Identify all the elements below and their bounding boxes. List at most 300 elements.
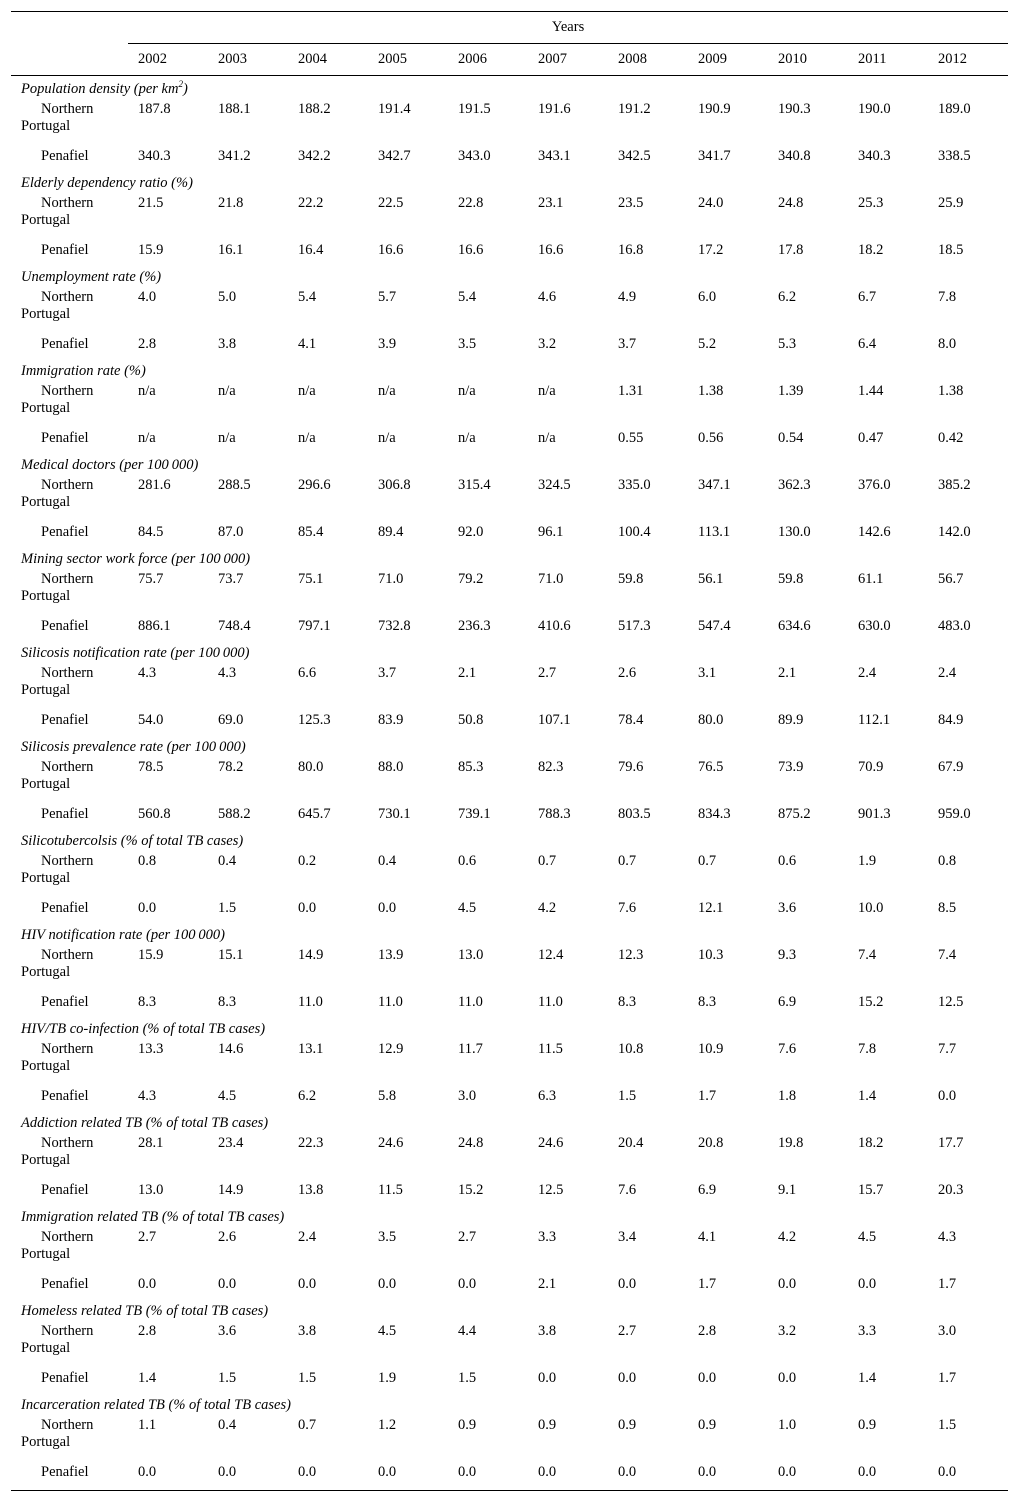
table-cell: n/a xyxy=(138,430,156,446)
section-row xyxy=(11,1298,1008,1320)
table-cell: 5.7 xyxy=(378,289,397,305)
table-cell: 22.2 xyxy=(298,195,324,211)
table-row-penafiel xyxy=(11,1273,1008,1298)
section-title xyxy=(11,1298,1008,1320)
table-cell: 2.4 xyxy=(298,1229,317,1245)
table-cell: 4.2 xyxy=(538,900,557,916)
table-cell: 4.9 xyxy=(618,289,637,305)
table-row-northern-portugal xyxy=(11,1226,1008,1273)
table-cell: 2.6 xyxy=(218,1229,237,1245)
table-cell: 4.5 xyxy=(218,1088,237,1104)
table-cell: 3.6 xyxy=(218,1323,237,1339)
table-row-northern-portugal xyxy=(11,380,1008,427)
table-cell: 25.3 xyxy=(858,195,884,211)
table-cell: 0.0 xyxy=(688,1461,768,1491)
table-cell: 0.0 xyxy=(128,1461,208,1491)
table-cell: 11.0 xyxy=(538,994,563,1010)
table-cell: 12.9 xyxy=(378,1041,404,1057)
table-cell: 69.0 xyxy=(218,712,244,728)
table-cell: 17.8 xyxy=(778,242,804,258)
table-cell: 2.8 xyxy=(698,1323,717,1339)
table-row-northern-portugal xyxy=(11,98,1008,145)
table-cell: 59.8 xyxy=(618,571,644,587)
table-cell: 73.7 xyxy=(218,571,244,587)
table-row-penafiel xyxy=(11,239,1008,264)
table-cell: 3.9 xyxy=(378,336,397,352)
table-cell: 112.1 xyxy=(858,712,891,728)
section-title-text: Homeless related TB (% of total TB cases) xyxy=(21,1303,269,1319)
table-cell: 341.2 xyxy=(218,148,251,164)
table-cell: 1.5 xyxy=(458,1370,477,1386)
row-label-northern-portugal xyxy=(11,568,128,615)
table-cell: 517.3 xyxy=(618,618,651,634)
table-cell: 5.4 xyxy=(298,289,317,305)
row-label-northern-portugal xyxy=(11,474,128,521)
table-cell: 7.4 xyxy=(858,947,877,963)
table-cell: 142.0 xyxy=(938,524,971,540)
row-label-penafiel: Penafiel xyxy=(41,618,89,634)
table-cell: 10.3 xyxy=(698,947,724,963)
table-cell: 1.5 xyxy=(298,1370,317,1386)
table-cell: 1.9 xyxy=(858,853,877,869)
table-cell: 875.2 xyxy=(778,806,811,822)
row-label-penafiel: Penafiel xyxy=(41,1182,89,1198)
table-cell: 0.0 xyxy=(778,1276,797,1292)
row-label-penafiel: Penafiel xyxy=(41,430,89,446)
table-cell: 0.4 xyxy=(218,853,237,869)
row-label-line1: Northern xyxy=(41,1041,94,1057)
row-label-northern-portugal xyxy=(11,756,128,803)
table-cell: 17.7 xyxy=(938,1135,964,1151)
year-header-2004: 2004 xyxy=(288,44,368,76)
table-cell: 70.9 xyxy=(858,759,884,775)
table-cell: 71.0 xyxy=(538,571,564,587)
table-cell: 4.1 xyxy=(698,1229,717,1245)
table-cell: 2.1 xyxy=(778,665,797,681)
table-cell: 3.0 xyxy=(938,1323,957,1339)
section-row xyxy=(11,76,1008,99)
table-cell: 191.4 xyxy=(378,101,411,117)
table-cell: 0.0 xyxy=(858,1276,877,1292)
table-cell: 886.1 xyxy=(138,618,171,634)
table-cell: 10.0 xyxy=(858,900,884,916)
table-cell: 12.4 xyxy=(538,947,564,963)
row-label-line1: Northern xyxy=(41,1417,94,1433)
table-cell: 340.3 xyxy=(138,148,171,164)
table-cell: 125.3 xyxy=(298,712,331,728)
table-row-northern-portugal xyxy=(11,192,1008,239)
table-cell: 6.9 xyxy=(698,1182,717,1198)
table-cell: 4.4 xyxy=(458,1323,477,1339)
table-cell: 14.9 xyxy=(218,1182,244,1198)
section-title-text: Elderly dependency ratio (%) xyxy=(21,175,193,191)
table-cell: 0.9 xyxy=(698,1417,717,1433)
section-title xyxy=(11,76,1008,99)
year-header-2006: 2006 xyxy=(448,44,528,76)
table-cell: 1.4 xyxy=(858,1370,877,1386)
section-title-text: Population density (per km xyxy=(21,81,179,97)
table-cell: 342.2 xyxy=(298,148,331,164)
section-title-text: Addiction related TB (% of total TB cases) xyxy=(21,1115,269,1131)
table-cell: 20.8 xyxy=(698,1135,724,1151)
table-cell: 0.0 xyxy=(298,900,317,916)
row-label-line2: Portugal xyxy=(21,400,71,416)
table-cell: 15.9 xyxy=(138,947,164,963)
table-cell: 1.2 xyxy=(378,1417,397,1433)
table-cell: 0.8 xyxy=(138,853,157,869)
table-cell: 0.6 xyxy=(778,853,797,869)
table-cell: 3.3 xyxy=(858,1323,877,1339)
section-title-text: Mining sector work force (per 100 000) xyxy=(21,551,251,567)
table-cell: 0.6 xyxy=(458,853,477,869)
table-cell: 79.2 xyxy=(458,571,484,587)
table-cell: 78.2 xyxy=(218,759,244,775)
table-cell: 2.8 xyxy=(138,1323,157,1339)
table-cell: 1.5 xyxy=(618,1088,637,1104)
table-cell: 645.7 xyxy=(298,806,331,822)
row-label-line2: Portugal xyxy=(21,964,71,980)
row-label-northern-portugal xyxy=(11,850,128,897)
table-cell: 13.9 xyxy=(378,947,404,963)
table-cell: 1.4 xyxy=(858,1088,877,1104)
section-title xyxy=(11,264,1008,286)
table-cell: 190.9 xyxy=(698,101,731,117)
table-cell: 3.6 xyxy=(778,900,797,916)
row-label-northern-portugal xyxy=(11,286,128,333)
table-cell: 324.5 xyxy=(538,477,571,493)
table-cell: 3.5 xyxy=(458,336,477,352)
row-label-penafiel: Penafiel xyxy=(41,524,89,540)
table-cell: 3.8 xyxy=(218,336,237,352)
row-label-line1: Northern xyxy=(41,477,94,493)
table-cell: 13.0 xyxy=(138,1182,164,1198)
year-header-2010: 2010 xyxy=(768,44,848,76)
table-cell: 739.1 xyxy=(458,806,491,822)
table-cell: 16.4 xyxy=(298,242,324,258)
table-cell: 75.7 xyxy=(138,571,164,587)
table-cell: 0.0 xyxy=(938,1088,957,1104)
section-title-suffix: ) xyxy=(182,81,188,97)
table-cell: 113.1 xyxy=(698,524,731,540)
table-row-northern-portugal xyxy=(11,1320,1008,1367)
table-row-northern-portugal xyxy=(11,1414,1008,1461)
table-cell: 4.5 xyxy=(858,1229,877,1245)
table-cell: 0.0 xyxy=(458,1276,477,1292)
table-row-northern-portugal xyxy=(11,1038,1008,1085)
table-cell: 6.2 xyxy=(298,1088,317,1104)
table-cell: 8.3 xyxy=(218,994,237,1010)
row-label-line1: Northern xyxy=(41,383,94,399)
section-title-text: Immigration related TB (% of total TB cases) xyxy=(21,1209,285,1225)
table-cell: 0.9 xyxy=(458,1417,477,1433)
table-cell: 6.7 xyxy=(858,289,877,305)
table-cell: 7.6 xyxy=(778,1041,797,1057)
table-cell: 6.9 xyxy=(778,994,797,1010)
row-label-line2: Portugal xyxy=(21,212,71,228)
table-cell: 87.0 xyxy=(218,524,244,540)
table-row-northern-portugal xyxy=(11,474,1008,521)
table-cell: 901.3 xyxy=(858,806,891,822)
section-title xyxy=(11,546,1008,568)
table-row-penafiel xyxy=(11,521,1008,546)
table-cell: 2.1 xyxy=(538,1276,557,1292)
table-cell: 3.2 xyxy=(538,336,557,352)
table-cell: 1.8 xyxy=(778,1088,797,1104)
table-row-northern-portugal xyxy=(11,568,1008,615)
section-row xyxy=(11,452,1008,474)
table-cell: 3.1 xyxy=(698,665,717,681)
row-label-line2: Portugal xyxy=(21,494,71,510)
table-cell: 1.5 xyxy=(218,1370,237,1386)
table-cell: 107.1 xyxy=(538,712,571,728)
table-cell: 4.0 xyxy=(138,289,157,305)
table-cell: 187.8 xyxy=(138,101,171,117)
table-cell: 730.1 xyxy=(378,806,411,822)
year-header-2009: 2009 xyxy=(688,44,768,76)
table-cell: 0.2 xyxy=(298,853,317,869)
table-cell: 2.6 xyxy=(618,665,637,681)
table-cell: 18.2 xyxy=(858,242,884,258)
table-cell: 0.0 xyxy=(538,1370,557,1386)
years-label: Years xyxy=(128,12,1008,44)
table-cell: 92.0 xyxy=(458,524,484,540)
row-label-line2: Portugal xyxy=(21,870,71,886)
table-cell: 15.1 xyxy=(218,947,244,963)
row-label-line2: Portugal xyxy=(21,118,71,134)
row-label-line2: Portugal xyxy=(21,588,71,604)
table-cell: 75.1 xyxy=(298,571,324,587)
table-cell: 16.6 xyxy=(538,242,564,258)
table-cell: 5.2 xyxy=(698,336,717,352)
table-row-penafiel xyxy=(11,1367,1008,1392)
table-cell: 1.5 xyxy=(218,900,237,916)
table-row-penafiel xyxy=(11,1085,1008,1110)
table-cell: 17.2 xyxy=(698,242,724,258)
table-cell: 0.0 xyxy=(608,1461,688,1491)
table-cell: 6.3 xyxy=(538,1088,557,1104)
table-cell: 2.4 xyxy=(858,665,877,681)
row-label-line2: Portugal xyxy=(21,1340,71,1356)
table-cell: 22.5 xyxy=(378,195,404,211)
table-cell: 8.3 xyxy=(138,994,157,1010)
table-cell: 0.7 xyxy=(538,853,557,869)
table-cell: 16.6 xyxy=(458,242,484,258)
table-cell: 6.4 xyxy=(858,336,877,352)
table-cell: 0.56 xyxy=(698,430,724,446)
table-cell: 13.0 xyxy=(458,947,484,963)
table-cell: 24.8 xyxy=(458,1135,484,1151)
table-cell: 343.1 xyxy=(538,148,571,164)
table-cell: n/a xyxy=(298,383,316,399)
row-label-penafiel: Penafiel xyxy=(41,242,89,258)
table-row-penafiel xyxy=(11,1461,1008,1491)
table-cell: 959.0 xyxy=(938,806,971,822)
table-cell: 21.5 xyxy=(138,195,164,211)
table-row-northern-portugal xyxy=(11,1132,1008,1179)
table-cell: 4.1 xyxy=(298,336,317,352)
table-cell: 1.7 xyxy=(698,1088,717,1104)
table-cell: 82.3 xyxy=(538,759,564,775)
section-title xyxy=(11,734,1008,756)
table-cell: 11.0 xyxy=(378,994,403,1010)
table-cell: 0.9 xyxy=(618,1417,637,1433)
table-cell: 8.5 xyxy=(938,900,957,916)
table-row-penafiel xyxy=(11,803,1008,828)
section-title xyxy=(11,1204,1008,1226)
table-cell: 11.5 xyxy=(538,1041,563,1057)
table-row-northern-portugal xyxy=(11,662,1008,709)
table-cell: 0.0 xyxy=(288,1461,368,1491)
table-cell: 4.3 xyxy=(138,1088,157,1104)
table-cell: n/a xyxy=(538,430,556,446)
table-cell: n/a xyxy=(298,430,316,446)
row-label-penafiel: Penafiel xyxy=(11,1461,128,1491)
table-cell: 338.5 xyxy=(938,148,971,164)
table-cell: 3.7 xyxy=(618,336,637,352)
row-label-line2: Portugal xyxy=(21,1058,71,1074)
section-row xyxy=(11,734,1008,756)
table-cell: 1.7 xyxy=(698,1276,717,1292)
table-cell: 2.7 xyxy=(618,1323,637,1339)
table-row-penafiel xyxy=(11,427,1008,452)
table-cell: 0.0 xyxy=(378,900,397,916)
table-cell: 634.6 xyxy=(778,618,811,634)
table-cell: 0.0 xyxy=(768,1461,848,1491)
table-cell: 732.8 xyxy=(378,618,411,634)
table-cell: 0.9 xyxy=(858,1417,877,1433)
year-header-2012: 2012 xyxy=(928,44,1008,76)
table-cell: 410.6 xyxy=(538,618,571,634)
table-row-penafiel xyxy=(11,991,1008,1016)
section-title-text: Unemployment rate (%) xyxy=(21,269,162,285)
table-cell: 15.2 xyxy=(858,994,884,1010)
table-cell: 78.5 xyxy=(138,759,164,775)
table-cell: 0.7 xyxy=(618,853,637,869)
table-cell: 188.2 xyxy=(298,101,331,117)
table-cell: 3.8 xyxy=(298,1323,317,1339)
table-cell: 335.0 xyxy=(618,477,651,493)
table-cell: 3.3 xyxy=(538,1229,557,1245)
section-row xyxy=(11,922,1008,944)
table-cell: 23.5 xyxy=(618,195,644,211)
table-cell: 18.2 xyxy=(858,1135,884,1151)
table-cell: 85.4 xyxy=(298,524,324,540)
section-title xyxy=(11,358,1008,380)
table-cell: 56.1 xyxy=(698,571,724,587)
row-label-line1: Northern xyxy=(41,289,94,305)
section-title xyxy=(11,640,1008,662)
section-row xyxy=(11,640,1008,662)
table-cell: 1.31 xyxy=(618,383,644,399)
year-header-2005: 2005 xyxy=(368,44,448,76)
row-label-northern-portugal xyxy=(11,1132,128,1179)
table-cell: 83.9 xyxy=(378,712,404,728)
table-cell: n/a xyxy=(458,383,476,399)
section-row xyxy=(11,1204,1008,1226)
table-cell: 22.3 xyxy=(298,1135,324,1151)
table-cell: 560.8 xyxy=(138,806,171,822)
table-cell: 288.5 xyxy=(218,477,251,493)
table-cell: 1.38 xyxy=(938,383,964,399)
table-cell: 7.7 xyxy=(938,1041,957,1057)
table-cell: 2.4 xyxy=(938,665,957,681)
table-row-penafiel xyxy=(11,145,1008,170)
row-label-line1: Northern xyxy=(41,1229,94,1245)
table-cell: 1.5 xyxy=(938,1417,957,1433)
row-label-line2: Portugal xyxy=(21,1152,71,1168)
table-cell: 11.0 xyxy=(298,994,323,1010)
row-label-line1: Northern xyxy=(41,947,94,963)
table-cell: n/a xyxy=(378,383,396,399)
table-cell: n/a xyxy=(378,430,396,446)
table-row-penafiel xyxy=(11,333,1008,358)
section-title xyxy=(11,828,1008,850)
table-cell: 67.9 xyxy=(938,759,964,775)
row-label-northern-portugal xyxy=(11,1320,128,1367)
table-cell: n/a xyxy=(218,383,236,399)
section-row xyxy=(11,1016,1008,1038)
table-cell: 5.3 xyxy=(778,336,797,352)
table-cell: 191.5 xyxy=(458,101,491,117)
table-cell: 23.1 xyxy=(538,195,564,211)
table-cell: 6.0 xyxy=(698,289,717,305)
table-cell: 12.1 xyxy=(698,900,724,916)
header-empty-cell xyxy=(11,12,128,44)
table-cell: 3.2 xyxy=(778,1323,797,1339)
row-label-northern-portugal xyxy=(11,662,128,709)
table-cell: 8.0 xyxy=(938,336,957,352)
table-cell: 342.5 xyxy=(618,148,651,164)
table-cell: 340.8 xyxy=(778,148,811,164)
table-cell: 7.8 xyxy=(938,289,957,305)
table-cell: 96.1 xyxy=(538,524,564,540)
section-row xyxy=(11,264,1008,286)
row-label-line2: Portugal xyxy=(21,306,71,322)
table-cell: 59.8 xyxy=(778,571,804,587)
table-cell: 76.5 xyxy=(698,759,724,775)
table-cell: 588.2 xyxy=(218,806,251,822)
table-cell: 340.3 xyxy=(858,148,891,164)
table-cell: 5.0 xyxy=(218,289,237,305)
table-cell: 191.6 xyxy=(538,101,571,117)
row-label-northern-portugal xyxy=(11,192,128,239)
table-cell: 0.0 xyxy=(528,1461,608,1491)
table-cell: 1.4 xyxy=(138,1370,157,1386)
row-label-penafiel: Penafiel xyxy=(41,1370,89,1386)
table-cell: 236.3 xyxy=(458,618,491,634)
table-row-northern-portugal xyxy=(11,944,1008,991)
table-cell: n/a xyxy=(458,430,476,446)
row-label-northern-portugal xyxy=(11,380,128,427)
row-label-penafiel: Penafiel xyxy=(41,994,89,1010)
table-cell: 15.7 xyxy=(858,1182,884,1198)
row-label-line1: Northern xyxy=(41,571,94,587)
table-cell: 89.4 xyxy=(378,524,404,540)
table-cell: 56.7 xyxy=(938,571,964,587)
table-row-northern-portugal xyxy=(11,756,1008,803)
table-cell: 0.0 xyxy=(378,1276,397,1292)
table-cell: 191.2 xyxy=(618,101,651,117)
table-cell: 1.7 xyxy=(938,1276,957,1292)
table-cell: 1.0 xyxy=(778,1417,797,1433)
table-cell: 5.4 xyxy=(458,289,477,305)
table-cell: 0.0 xyxy=(698,1370,717,1386)
row-label-penafiel: Penafiel xyxy=(41,148,89,164)
table-cell: 4.3 xyxy=(938,1229,957,1245)
table-cell: 25.9 xyxy=(938,195,964,211)
row-label-northern-portugal xyxy=(11,1414,128,1461)
table-cell: 6.6 xyxy=(298,665,317,681)
